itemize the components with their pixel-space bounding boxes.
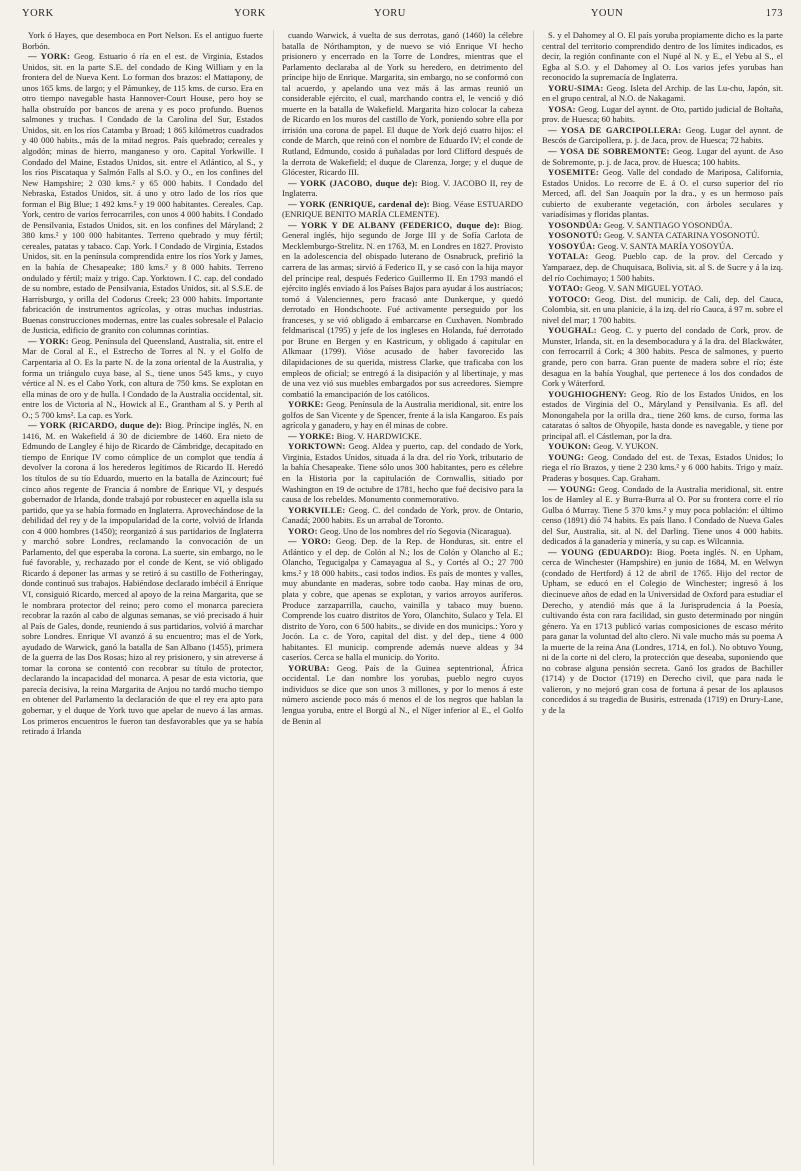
- entry-headword: YORUBA:: [288, 662, 330, 673]
- entry-text: Biog. Príncipe inglés, N. en 1416, M. en Wakefield á 30 de diciembre de 1460. Era nieto de Edmundo de Langley é hijo de Ricardo de Cámbridge, decapitado en tiempo de Enrique IV como cómplice de un complot que tendía á devolver la corona á los herederos legítimos de Ricardo II. Heredó los títulos de su tío Eduardo, muerto en la batalla de Azincourt; fué cinco años regente de Francia á nombre de Enrique VI, y después gobernador de Irlanda, donde trabajó por robustecer en aquella isla su partido, que ya se había formado en Inglaterra. Aprovechándose de la debilidad del rey y de la impopularidad de la corte, volvió de Irlanda con 4 000 hombres (1450); reorganizó á sus partidarios de Inglaterra y marchó sobre Londres, reclamando la convocación de un Parlamento, del que esperaba la corona. La suerte, sin embargo, no le fué favorable, y, rechazado por el conde de Kent, se vió obligado Ricardo á deponer las armas y se retiró á su castillo de Fotheringay, donde continuó sus trabajos. Habiéndose declarado imbécil á Enrique VI, consiguió Ricardo, merced al apoyo de la reina Margarita, que se le nombrara protector del reino; pero como el monarca pareciera recobrar la razón al cabo de algunas semanas, se vió precisado á huir al País de Gales, donde, reuniendo á sus partidarios, volvió á marchar sobre Londres. Enrique VI avanzó á su encuentro; mas el de York, ayudado de Warwick, ganó la batalla de San Albano (1455), primera de la guerra de las Dos Rosas; hizo al rey prisionero, y sin atreverse á tomar la corona se contentó con recobrar su título de protector, declarando la incapacidad del monarca. A pesar de esta victoria, que parecía decisiva, la reina Margarita de Anjou no tardó mucho tiempo en obtener del Parlamento la declaración de que el rey era apto para gobernar, y el duque de York tuvo que apelar de nuevo á las armas. Los primeros encuentros le fueron tan desfavorables que ya se había retirado á Irlanda: [22, 420, 263, 737]
- entry-headword: YOUGHIOGHENY:: [548, 388, 627, 399]
- dictionary-entry: [542, 104, 783, 125]
- entry-text: cuando Warwick, á vuelta de sus derrotas, ganó (1460) la célebre batalla de Nórthampton, y de nuevo se vió Enrique VI hecho prisionero y encerrado en la Torre de Londres, mientras que el Parlamento declaraba al de York su heredero, en detrimento del príncipe hijo de Enrique. Margarita, sin embargo, no se conformó con tal acuerdo, y apelando una vez más á las armas reunió un considerable ejército, el cual, marchando contra el, le venció y dió muerte en la batalla de Wakefield. Margarita hizo colocar la cabeza de Ricardo en los muros del castillo de York, poniendo sobre ella por irrisión una corona de papel. El duque de York dejó cuatro hijos: el conde de March, que reinó con el nombre de Eduardo IV; el conde de Rutland, Edmundo, cosido á puñaladas por lord Clifford después de la derrota de Wakefield; el duque de Clarenza, Jorge; y el duque de Glócester, Ricardo III.: [282, 30, 523, 178]
- header-left-word: YORK: [22, 8, 54, 19]
- entry-headword: YOUGHAL:: [548, 325, 597, 336]
- entry-headword: YOSA:: [548, 103, 576, 114]
- entry-text: Biog. V. HARDWICKE.: [336, 430, 422, 441]
- dictionary-entry: [282, 431, 523, 442]
- entry-text: Geog. Península del Queensland, Australia, sit. entre el Mar de Coral al E., el Estrecho de Torres al N. y el Golfo de Carpentaria al O. Es la parte N. de la zona oriental de la Australia, y forma un triángulo cuya base, al S., tiene unos 545 kms., y cuyo vértice al N. es el Cabo York, con altura de 750 kms. Se explotan en ella minas de oro y de hulla. ‖ Condado de la Australia occidental, sit. entre los de Victoria al N., Howick al E., Grantham al S. y Perth al O.; 5 700 kms². La cap. es York.: [22, 335, 263, 420]
- entry-text: Geog. Lugar del aynnt. de Bescós de Garcipollera, p. j. de Jaca, prov. de Huesca; 72 habits.: [542, 124, 783, 146]
- entry-headword: YOTALA:: [548, 251, 589, 262]
- dictionary-entry: [542, 241, 783, 252]
- entry-text: Geog. País de la Guinea septentrional, África occidental. Le dan nombre los yorubas, pueblo negro cuyos individuos se dice que son unos 3 millones, y por lo menos á este número asciende poco más ó menos el de los negros que hablan la lengua yoruba, entre el Borgú al N., el Níger inferior al E., el Golfo de Benin al: [282, 662, 523, 726]
- entry-headword: — YORK:: [28, 335, 69, 346]
- entry-text: Geog. Condado de la Australia meridional, sit. entre los de Hamley al E. y Burra-Burra al O. Por su frontera corre el río Gulba ó Murray. Tiene 5 370 kms.² y muy poca población: el último censo (1891) dió 74 habits. Es país llano. ‖ Condado de Nueva Gales del Sur, Australia, sit. al N. del Darling. Tiene unos 4 000 habits. dedicados á la ganadería y minería, y su cap. es Wilcannia.: [542, 483, 783, 547]
- entry-text: Biog. Poeta inglés. N. en Upham, cerca de Winchester (Hampshire) en junio de 1684, M. en Welwyn (condado de Hertford) á 12 de abril de 1765. Hijo del rector de Upham, se educó en el Colegio de Winchester; ingresó á los diecinueve años de edad en la Universidad de Oxford para estudiar el Derecho, y atendió más que á la Jurisprudencia á la Poesía, cultivando ésta con rara facilidad, sin gusto determinado por ningún género. Ya en 1713 publicó varias composiciones de escaso mérito para ganar la voluntad del alto clero. Ni vale mucho más su poema A la muerte de la reina Ana (Londres, 1714, en fol.). No obtuvo Young, ni de la corte ni del clero, la protección que deseaba, suponiendo que no cobrase alguna pensión secreta. Ganó los grados de Bachiller (1714) y de Doctor (1719) en Derecho civil, que para nada le valieron, y no mejoró gran cosa de fortuna á pesar de los aplausos concedidos á su tragedia de Busiris, estrenada (1719) en Drury-Lane, y de la: [542, 546, 783, 715]
- entry-text: Biog. V. JACOBO II, rey de Inglaterra.: [282, 177, 523, 199]
- entry-headword: — YOUNG (EDUARDO):: [548, 546, 653, 557]
- dictionary-entry: [542, 146, 783, 167]
- entry-text: Geog. Valle del condado de Mariposa, California, Estados Unidos. Lo recorre de E. á O. el curso superior del río Merced, afl. del San Joaquín por la dra., y es un hermoso país cubierto de exuberante vegetación, con árboles seculares y variadísimas y floridas plantas.: [542, 167, 783, 220]
- entry-text: Geog. Dist. del municip. de Cali, dep. del Cauca, Colombia, sit. en una planicie, á la izq. del río Cauca, á 97 m. sobre el nivel del mar; 1 700 habits.: [542, 293, 783, 325]
- dictionary-entry: [542, 30, 783, 83]
- entry-headword: — YORK Y DE ALBANY (FEDERICO, duque de):: [288, 219, 500, 230]
- dictionary-entry: [542, 220, 783, 231]
- dictionary-entry: [542, 441, 783, 452]
- dictionary-entry: [282, 199, 523, 220]
- entry-headword: — YORK (RICARDO, duque de):: [28, 420, 163, 431]
- entry-headword: — YOSA DE GARCIPOLLERA:: [548, 124, 682, 135]
- entry-text: Geog. C. del condado de York, prov. de Ontario, Canadá; 2000 habits. Es un arrabal de Toronto.: [282, 504, 523, 526]
- entry-headword: YORU-SIMA:: [548, 82, 604, 93]
- dictionary-entry: [282, 663, 523, 726]
- header-center-left-word: YORK: [234, 8, 266, 19]
- dictionary-entry: [22, 51, 263, 336]
- entry-headword: — YOSA DE SOBREMONTE:: [548, 146, 670, 157]
- header-center-word: YORU: [374, 8, 406, 19]
- dictionary-entry: [282, 505, 523, 526]
- dictionary-entry: [22, 336, 263, 420]
- entry-headword: — YORKE:: [288, 430, 335, 441]
- entry-headword: YORKE:: [288, 399, 324, 410]
- dictionary-entry: [542, 325, 783, 388]
- dictionary-entry: [542, 251, 783, 283]
- column-3: [533, 30, 783, 1165]
- entry-text: Geog. Lugar del ayunt. de Aso de Sobremonte, p. j. de Jaca, prov. de Huesca; 100 habits.: [542, 146, 783, 167]
- dictionary-entry: [282, 30, 523, 178]
- entry-text: York ó Hayes, que desemboca en Port Nelson. Es el antiguo fuerte Borbón.: [22, 30, 263, 51]
- dictionary-entry: [542, 452, 783, 484]
- dictionary-entry: [542, 83, 783, 104]
- entry-headword: — YORK:: [28, 51, 71, 62]
- entry-text: Geog. Lugar del aynnt. de Oto, partido judicial de Boltaña, prov. de Huesca; 60 habits.: [542, 103, 783, 125]
- entry-text: Geog. Península de la Australia meridional, sit. entre los golfos de San Vicente y de Spencer, frente á la isla Kangaroo. Es país agrícola y ganadero, y hay en él minas de cobre.: [282, 399, 523, 431]
- entry-text: Geog. Aldea y puerto, cap. del condado de York, Virginia, Estados Unidos, situada á la dra. del río York, tributario de la bahía Chesapeake. Tiene sólo unos 300 habitantes, pero es célebre en la Historia por la capitulación de Cornwallis, sitiado por Washington en 19 de octubre de 1781, hecho que fué decisivo para la causa de los rebeldes. Monumento conmemorativo.: [282, 441, 523, 505]
- entry-text: Geog. V. SANTA CATARINA YOSONOTÚ.: [604, 230, 760, 241]
- entry-headword: YORKTOWN:: [288, 441, 346, 452]
- entry-headword: — YORK (ENRIQUE, cardenal de):: [288, 198, 430, 209]
- dictionary-columns: [22, 30, 783, 1165]
- entry-headword: — YORO:: [288, 536, 332, 547]
- dictionary-entry: [282, 178, 523, 199]
- entry-text: Geog. Uno de los nombres del río Segovia (Nicaragua).: [319, 525, 512, 536]
- dictionary-entry: [542, 125, 783, 146]
- entry-text: Geog. Dep. de la Rep. de Honduras, sit. entre el Atlántico y el dep. de Colón al N.; los de Colón y Olancho al E.; Olancho, Tegucigalpa y Camayagua al S., y Cortés al O.; 27 700 kms.² y 18 000 habits., casi todos indios. Es país de montes y valles, muy abundante en maderas, sobre todo caoba. Hay minas de oro, plata y cobre, que apenas se explotan, y varios arroyos auríferos. Produce zarzaparrilla, caucho, vainilla y tabaco muy bueno. Comprende los cuatro distritos de Yoro, Olanchito, Sulaco y Tela. El distrito de Yoro, con 6 500 habits., se divide en dos municips.: Yoro y Jocón. La c. de Yoro, capital del dist. y del dep., tiene 4 000 habitantes. El municip. comprende además nueve aldeas y 34 caseríos. Cerca se halla el municip. do Yorito.: [282, 536, 523, 663]
- dictionary-entry: [282, 526, 523, 537]
- entry-headword: YOTOCO:: [548, 293, 591, 304]
- dictionary-entry: [282, 536, 523, 663]
- entry-text: Biog. General inglés, hijo segundo de Jorge III y de Sofía Carlota de Mecklemburgo-Strelitz. N. en 1763, M. en Londres en 1827. Provisto en la adolescencia del obispado luterano de Osnabruck, prefirió la carrera de las armas; sirvió á Federico II, y se casó con la hija mayor del príncipe real, después Federico Guillermo II. En 1793 mandó el ejército inglés enviado á los Países Bajos para ayudar á los austríacos; tomó á Valenciennes, pero fracasó ante Dunkerque, y quedó derrotado en Hondschoote. Fué activamente perseguido por los franceses, y se vió obligado á embarcarse en Cuxhaven. Nombrado feldmariscal (1795) y jefe de los ingleses en Holanda, fué derrotado por Brune en Bergen y en Kastricum, y obligado á capitular en Alkmaar (1799). Vióse acusado de haber favorecido las dilapidaciones de su querida, mistress Clarke, que traficaba con los empleos de oficial; se entregó á la disipación y al libertinaje, y mas de una vez vió sus muebles embargados por sus acreedores. Siempre combatió la emancipación de los católicos.: [282, 219, 523, 399]
- dictionary-entry: [22, 420, 263, 736]
- entry-text: Geog. Condado del est. de Texas, Estados Unidos; lo riega el río Brazos, y tiene 2 230 kms.² y 6 000 habits. Trigo y maíz. Praderas y bosques. Cap. Graham.: [542, 451, 783, 483]
- dictionary-entry: [22, 30, 263, 51]
- dictionary-entry: [542, 230, 783, 241]
- entry-headword: YOSONDÚA:: [548, 219, 602, 230]
- entry-text: Geog. V. YUKON.: [593, 441, 659, 452]
- entry-headword: YORO:: [288, 525, 318, 536]
- dictionary-entry: [542, 167, 783, 220]
- entry-text: Geog. V. SAN MIGUEL YOTAO.: [585, 283, 704, 294]
- entry-headword: YORKVILLE:: [288, 504, 346, 515]
- entry-text: Geog. Isleta del Archip. de las Lu-chu, Japón, sit. en el grupo central, al N.O. de Nakagami.: [542, 82, 783, 104]
- header-center-right-word: YOUN: [590, 8, 624, 19]
- entry-headword: YOUKON:: [548, 441, 591, 452]
- entry-headword: — YOUNG:: [548, 483, 596, 494]
- entry-text: Geog. V. SANTIAGO YOSONDÚA.: [604, 219, 733, 230]
- entry-text: Biog. Véase ESTUARDO (ENRIQUE BENITO MARÍA CLEMENTE).: [282, 198, 523, 220]
- dictionary-entry: [282, 399, 523, 431]
- entry-text: Geog. Río de los Estados Unidos, en los estados de Virginia del O., Máryland y Pensilvania. Es afl. del Monongahela por la orilla dra., tiene 260 kms. de curso, forma las cataratas ó saltos de Ohyopile, hasta donde es navegable, y tiene por principal afl. el Cástleman, por la dra.: [542, 388, 783, 441]
- dictionary-entry: [282, 441, 523, 504]
- entry-headword: YOSOYÚA:: [548, 240, 596, 251]
- dictionary-entry: [542, 389, 783, 442]
- entry-text: Geog. C. y puerto del condado de Cork, prov. de Munster, Irlanda, sit. en la desembocadura y á la dra. del Blackwáter, con ferrocarril á Cork; 4 300 habits. Pesca de salmones, y puerto grande, pero con barra. Gran puente de madera sobre el río; éste desagua en la bahía Youghal, que pertenece á los dos condados de Cork y Wáterford.: [542, 325, 783, 389]
- dictionary-entry: [542, 283, 783, 294]
- dictionary-entry: [542, 547, 783, 716]
- entry-headword: — YORK (JACOBO, duque de):: [288, 177, 418, 188]
- entry-headword: YOUNG:: [548, 451, 585, 462]
- column-1: [22, 30, 263, 1165]
- entry-text: Geog. Estuario ó ría en el est. de Virginia, Estados Unidos, sit. en la parte S.E. del condado de King William y en la frontera del de Nueva Kent. Lo forman dos brazos: el Mattapony, de unos 165 kms. de largo; y el Pámunkey, de 115 kms. de curso. Era en otro tiempo navegable hasta Hannover-Court House, pero hoy se halla obstruído por bancos de arena y es poco profundo. Buenos salmones y truchas. ‖ Condado de la Carolina del Sur, Estados Unidos, sit. en los ríos Catamba y Broad; 1 865 kilómetros cuadrados y 40 000 habits., más de la mitad negros. País quebrado; cereales y algodón; minas de hierro, manganeso y oro. Capital Yorkwille. ‖ Condado del Maine, Estados Unidos, sit. entre el Atlántico, al S., y los ríos Piscataqua y Salmón Falls al S.O. y O., en los confines del New Hampshire; 2 030 kms.² y 65 000 habits. ‖ Condado del Nebraska, Estados Unidos, sit. á uno y otro lado de los ríos que forman el Big Blue; 1 492 kms.² y 19 000 habitantes. Cereales. Cap. York, centro de varios ferrocarriles, con unos 4 000 habits. ‖ Condado de Pensilvania, Estados Unidos, sit. en los confines del Máryland; 2 380 kms.² y 100 000 habitantes. Terreno quebrado y muy fértil; cereales, patatas y tabaco. Cap. York. ‖ Condado de Virginia, Estados Unidos, sit. en la península comprendida entre los ríos York y James, en la bahía de Chesapeake; 180 kms.² y 8 000 habits. Terreno ondulado y fértil; maíz y trigo. Cap. Yorktown. ‖ C. cap. del condado de su nombre, estado de Pensilvania, Estados Unidos, sit. al S.S.E. de Harrisburgo, y orilla del Codorus Creek; 23 000 habits. Importante fabricación de instrumentos agrícolas, y otras muchas industrias. Buenas construcciones modernas, entre las cuales sobresale el Palacio de Justicia, edificio de granito con columnas corintias.: [22, 51, 263, 336]
- entry-headword: YOSEMITE:: [548, 167, 599, 178]
- dictionary-entry: [542, 484, 783, 547]
- dictionary-entry: [282, 220, 523, 399]
- column-2: [273, 30, 523, 1165]
- entry-headword: YOSONOTÚ:: [548, 230, 602, 241]
- entry-text: S. y el Dahomey al O. El país yoruba propiamente dicho es la parte central del territorio comprendido dentro de los límites indicados, es decir, la región confinante con el Nupé al N. y E., el Yebu al S., el Egba al S.O. y el Dahomey al O. Los varios jefes yorubas han reconocido la supremacía de Inglaterra.: [542, 30, 783, 83]
- running-header: [22, 8, 783, 24]
- dictionary-entry: [542, 294, 783, 326]
- page-number: 173: [765, 8, 783, 19]
- entry-headword: YOTAO:: [548, 283, 583, 294]
- entry-text: Geog. V. SANTA MARÍA YOSOYÚA.: [597, 240, 734, 251]
- entry-text: Geog. Pueblo cap. de la prov. del Cercado y Yamparaez, dep. de Chuquisaca, Bolivia, sit. al S. de Sucre y á la izq. del río Cochimayo; 1 500 habits.: [542, 251, 783, 283]
